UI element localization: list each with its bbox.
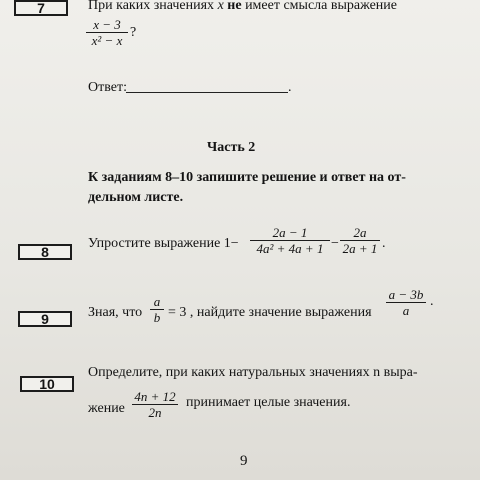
task-7-answer-label: Ответ: (88, 80, 127, 95)
task-9-fraction-2-numerator: a − 3b (388, 287, 424, 302)
task-7-question: При каких значениях x не имеет смысла выражение (88, 0, 397, 13)
task-7-variable: x (217, 0, 224, 13)
task-8-fraction-1-denominator: 4a² + 4a + 1 (250, 240, 330, 256)
task-7-answer-end: . (288, 80, 292, 95)
task-9-end: . (430, 294, 434, 309)
task-9-fraction-1-denominator: b (150, 309, 164, 325)
task-8-text: Упростите выражение 1− (88, 236, 239, 251)
task-9-text-2: = 3 , найдите значение выражения (168, 305, 372, 320)
task-10-line-2-end: принимает целые значения. (186, 395, 351, 410)
task-10-fraction (132, 389, 178, 420)
task-9-fraction-1-numerator: a (153, 294, 161, 309)
task-8-minus: − (331, 236, 339, 251)
task-10-line-1: Определите, при каких натуральных значениях n выра- (88, 365, 418, 380)
task-8-fraction-2 (340, 225, 380, 256)
task-9-number-box (18, 311, 72, 327)
task-8-number-box (18, 244, 72, 260)
task-8-number: 8 (41, 244, 49, 260)
task-8-fraction-1 (250, 225, 330, 256)
part-2-instruction-line2: дельном листе. (88, 190, 184, 205)
task-8-fraction-2-numerator: 2a (353, 225, 367, 240)
task-7-fraction-denominator: x² − x (86, 32, 128, 48)
task-7-not: не (223, 0, 246, 13)
task-10-number-box (20, 376, 74, 392)
task-8-end: . (382, 236, 386, 251)
task-8-fraction-1-numerator: 2a − 1 (272, 225, 308, 240)
task-10-line-2-start: жение (88, 401, 125, 416)
task-9-text-1: Зная, что (88, 305, 143, 320)
task-9-fraction-2 (386, 287, 426, 318)
task-9-number: 9 (41, 311, 49, 327)
part-2-instruction-line1: К заданиям 8–10 запишите решение и ответ на от- (88, 170, 406, 185)
task-7-number-box (14, 0, 68, 16)
part-2-title: Часть 2 (207, 140, 256, 155)
task-9-fraction-2-denominator: a (386, 302, 426, 318)
task-8-fraction-2-denominator: 2a + 1 (340, 240, 380, 256)
task-7-fraction-numerator: x − 3 (93, 17, 121, 32)
task-10-fraction-denominator: 2n (132, 404, 178, 420)
task-7-fraction (86, 17, 128, 48)
task-7-question-mark: ? (130, 25, 137, 40)
task-9-fraction-1 (150, 294, 164, 325)
task-7-number: 7 (37, 0, 45, 16)
task-10-fraction-numerator: 4n + 12 (134, 389, 176, 404)
task-10-number: 10 (39, 376, 55, 392)
task-7-answer-line[interactable] (126, 92, 288, 93)
page-number: 9 (240, 453, 248, 469)
